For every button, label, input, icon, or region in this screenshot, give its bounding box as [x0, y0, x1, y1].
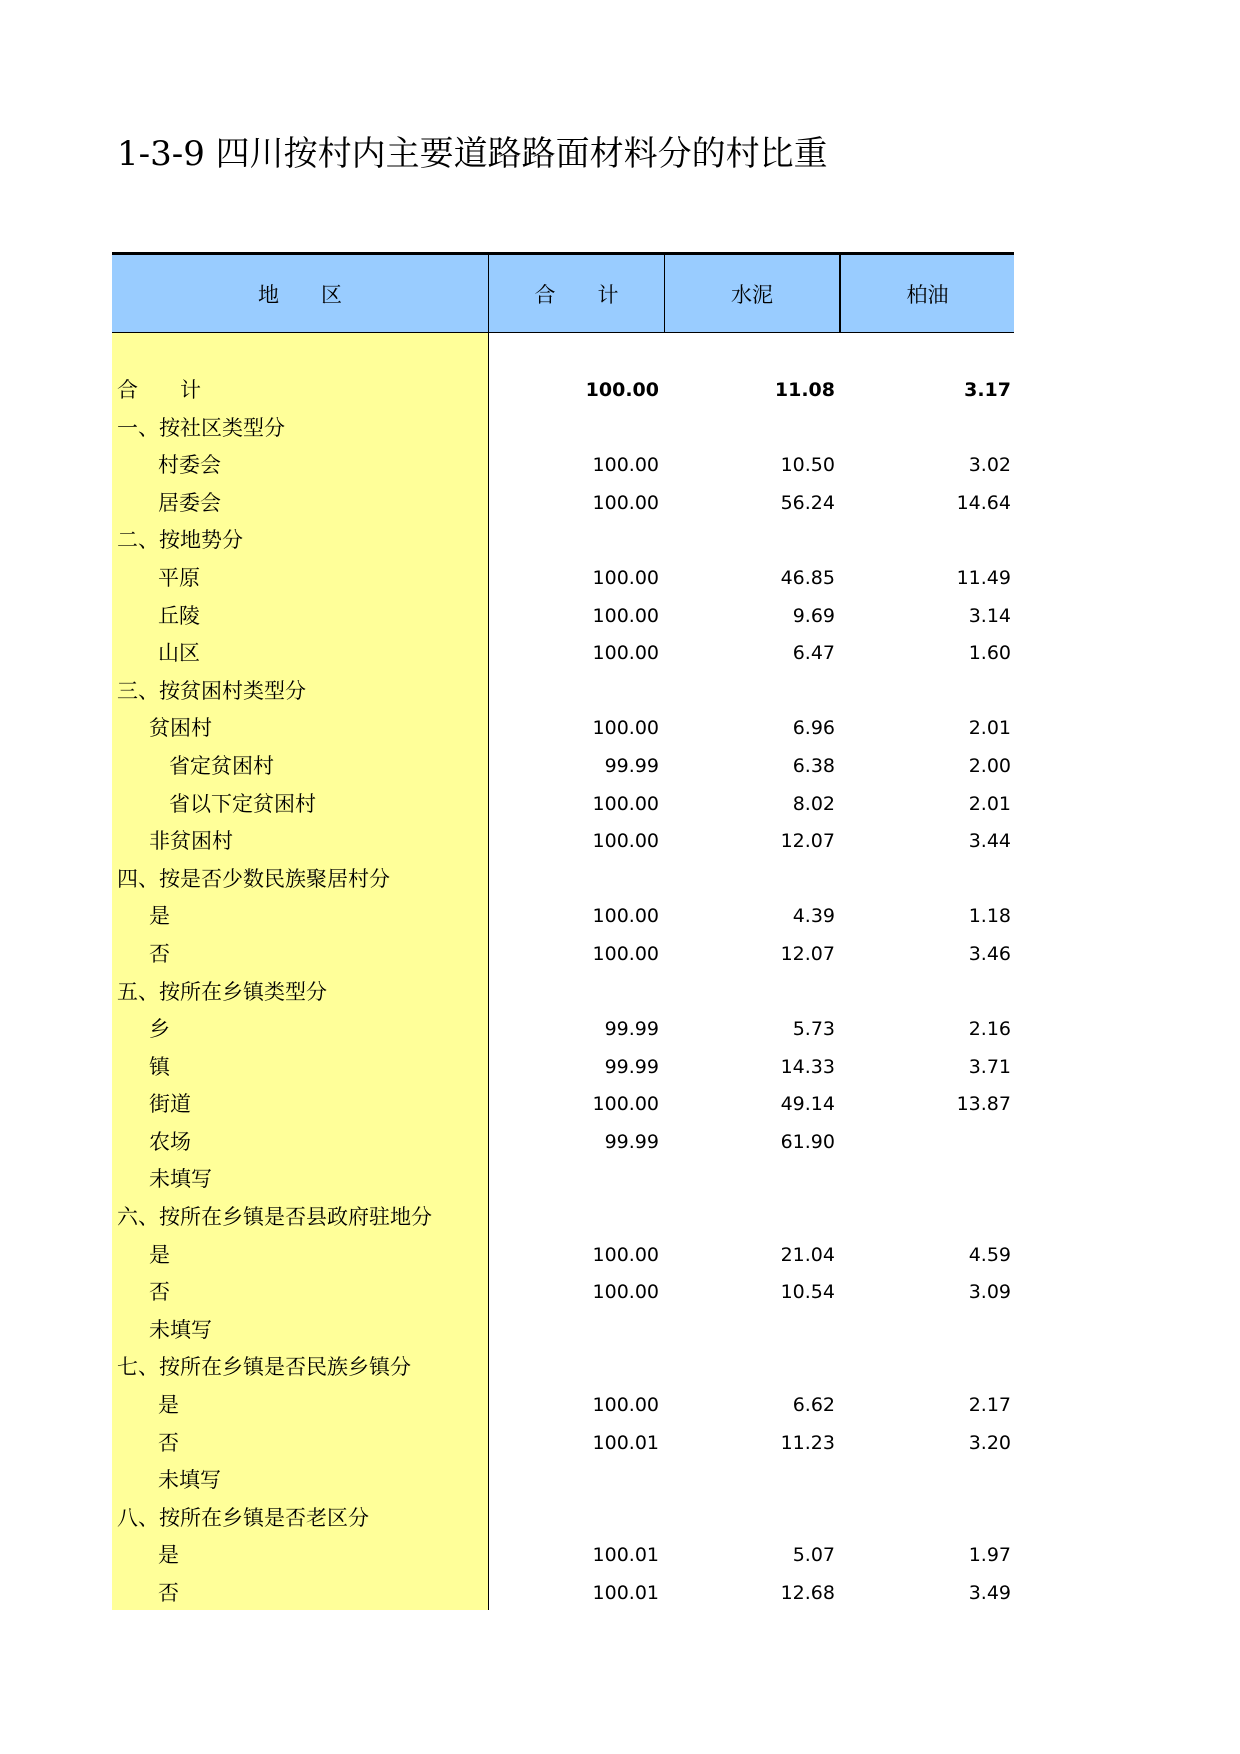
row-label: 省以下定贫困村: [169, 791, 316, 816]
table-row: [112, 485, 1014, 523]
table-row: [112, 635, 1014, 673]
cell-cement: 56.24: [780, 491, 835, 514]
cell-cement: 4.39: [792, 905, 835, 928]
cell-asphalt: 2.01: [968, 717, 1011, 740]
table-row: [112, 1387, 1014, 1425]
row-label: 否: [158, 1581, 179, 1605]
cell-cement: 12.68: [780, 1582, 835, 1604]
cell-total: 100.00: [592, 830, 659, 853]
cell-total: 100.00: [592, 642, 659, 665]
cell-asphalt: 14.64: [956, 491, 1011, 514]
cell-total: 100.01: [592, 1582, 659, 1604]
row-label: 合 计: [117, 378, 201, 402]
table-row: [112, 560, 1014, 598]
cell-total: 100.00: [592, 942, 659, 965]
row-label: 二、按地势分: [117, 528, 243, 553]
row-label: 是: [158, 1393, 179, 1418]
table-row: [112, 861, 1014, 899]
cell-total: 100.00: [592, 604, 659, 627]
cell-asphalt: [841, 1124, 1011, 1162]
table-row: [112, 1199, 1014, 1237]
cell-cement: 9.69: [792, 604, 835, 627]
cell-asphalt: 3.14: [968, 604, 1011, 627]
cell-total: 100.00: [592, 1093, 659, 1116]
cell-total: 100.00: [592, 1243, 659, 1266]
cell-total: 100.00: [592, 792, 659, 815]
row-label: 乡: [149, 1017, 170, 1042]
table-row: [112, 1161, 1014, 1199]
cell-asphalt: 2.16: [968, 1018, 1011, 1041]
cell-total: 100.00: [592, 905, 659, 928]
cell-cement: 14.33: [780, 1055, 835, 1078]
cell-cement: 10.50: [780, 454, 835, 477]
cell-cement: 8.02: [792, 792, 835, 815]
table-row: [112, 410, 1014, 448]
table-body: [112, 372, 1014, 1613]
cell-asphalt: 2.01: [968, 792, 1011, 815]
row-label: 未填写: [149, 1317, 212, 1342]
cell-cement: 10.54: [780, 1281, 835, 1304]
row-label: 丘陵: [158, 603, 200, 628]
page-title: 1-3-9 四川按村内主要道路路面材料分的村比重: [117, 134, 828, 174]
row-label: 五、按所在乡镇类型分: [117, 979, 327, 1004]
table-row: [112, 710, 1014, 748]
cell-cement: 6.62: [792, 1394, 835, 1417]
row-label: 非贫困村: [149, 829, 233, 854]
table-row: [112, 1425, 1014, 1463]
cell-cement: 11.23: [780, 1431, 835, 1454]
table-row: [112, 673, 1014, 711]
row-label: 六、按所在乡镇是否县政府驻地分: [117, 1205, 432, 1230]
row-label: 八、按所在乡镇是否老区分: [117, 1505, 369, 1530]
cell-asphalt: 3.46: [968, 942, 1011, 965]
table-row: [112, 823, 1014, 861]
table-row: [112, 1537, 1014, 1575]
table-row: [112, 1086, 1014, 1124]
table-row: [112, 598, 1014, 636]
table-row: [112, 1349, 1014, 1387]
row-label: 否: [149, 941, 170, 966]
table-row: [112, 974, 1014, 1012]
cell-total: 99.99: [604, 754, 659, 777]
table-row: [112, 447, 1014, 485]
row-label: 平原: [158, 565, 200, 590]
cell-cement: 5.07: [792, 1544, 835, 1567]
table-row: [112, 748, 1014, 786]
cell-total: 100.00: [592, 1281, 659, 1304]
cell-asphalt: 3.20: [968, 1431, 1011, 1454]
cell-total: 100.00: [585, 379, 659, 401]
row-label: 四、按是否少数民族聚居村分: [117, 866, 390, 891]
cell-asphalt: 1.97: [968, 1544, 1011, 1567]
cell-asphalt: 2.00: [968, 754, 1011, 777]
cell-cement: 6.47: [792, 642, 835, 665]
table-row: [112, 1124, 1014, 1162]
cell-total: 100.01: [592, 1431, 659, 1454]
cell-cement: 49.14: [780, 1093, 835, 1116]
cell-cement: 12.07: [780, 830, 835, 853]
cell-cement: 6.96: [792, 717, 835, 740]
cell-cement: 11.08: [774, 379, 835, 401]
cell-asphalt: 2.17: [968, 1394, 1011, 1417]
cell-cement: 46.85: [780, 566, 835, 589]
header-region: 地 区: [112, 255, 489, 332]
table-row: [112, 1049, 1014, 1087]
cell-cement: 12.07: [780, 942, 835, 965]
row-label: 农场: [149, 1129, 191, 1154]
header-cement: 水泥: [665, 255, 841, 332]
row-label: 一、按社区类型分: [117, 415, 285, 440]
row-label: 贫困村: [149, 716, 212, 741]
cell-total: 100.00: [592, 491, 659, 514]
table-row: [112, 1312, 1014, 1350]
row-label: 是: [158, 1543, 179, 1568]
table-row: [112, 1274, 1014, 1312]
row-label: 镇: [149, 1054, 170, 1079]
cell-asphalt: 13.87: [956, 1093, 1011, 1116]
cell-total: 100.00: [592, 717, 659, 740]
row-label: 街道: [149, 1092, 191, 1117]
header-total: 合 计: [489, 255, 665, 332]
row-label: 未填写: [158, 1468, 221, 1493]
row-label: 三、按贫困村类型分: [117, 678, 306, 703]
cell-total: 100.00: [592, 566, 659, 589]
cell-total: 100.01: [592, 1544, 659, 1567]
row-label: 否: [158, 1430, 179, 1455]
cell-cement: 5.73: [792, 1018, 835, 1041]
cell-asphalt: 3.49: [968, 1582, 1011, 1604]
table-row: [112, 1011, 1014, 1049]
row-label: 未填写: [149, 1167, 212, 1192]
table-header: [112, 255, 1014, 333]
cell-asphalt: 3.17: [964, 379, 1011, 401]
cell-asphalt: 3.02: [968, 454, 1011, 477]
table-row: [112, 1500, 1014, 1538]
table-row: [112, 898, 1014, 936]
cell-total: 99.99: [604, 1018, 659, 1041]
cell-asphalt: 3.71: [968, 1055, 1011, 1078]
table-row: [112, 1237, 1014, 1275]
table-row-grand-total: [112, 372, 1014, 410]
cell-total: 99.99: [604, 1130, 659, 1153]
table-row: [112, 1575, 1014, 1613]
row-label: 山区: [158, 641, 200, 666]
row-label: 村委会: [158, 453, 221, 478]
cell-asphalt: 11.49: [956, 566, 1011, 589]
row-label: 省定贫困村: [169, 753, 274, 778]
cell-total: 100.00: [592, 454, 659, 477]
row-label: 是: [149, 1242, 170, 1267]
row-label: 否: [149, 1280, 170, 1305]
table-row: [112, 786, 1014, 824]
cell-cement: 61.90: [780, 1130, 835, 1153]
row-label: 七、按所在乡镇是否民族乡镇分: [117, 1355, 411, 1380]
cell-cement: 6.38: [792, 754, 835, 777]
header-asphalt: 柏油: [906, 282, 949, 307]
row-label: 居委会: [158, 490, 221, 515]
table-row: [112, 936, 1014, 974]
cell-asphalt: 4.59: [968, 1243, 1011, 1266]
cell-total: 100.00: [592, 1394, 659, 1417]
table-row: [112, 1462, 1014, 1500]
cell-cement: 21.04: [780, 1243, 835, 1266]
row-label: 是: [149, 904, 170, 929]
cell-asphalt: 3.09: [968, 1281, 1011, 1304]
cell-asphalt: 3.44: [968, 830, 1011, 853]
table-row: [112, 522, 1014, 560]
cell-asphalt: 1.18: [968, 905, 1011, 928]
cell-total: 99.99: [604, 1055, 659, 1078]
cell-asphalt: 1.60: [968, 642, 1011, 665]
